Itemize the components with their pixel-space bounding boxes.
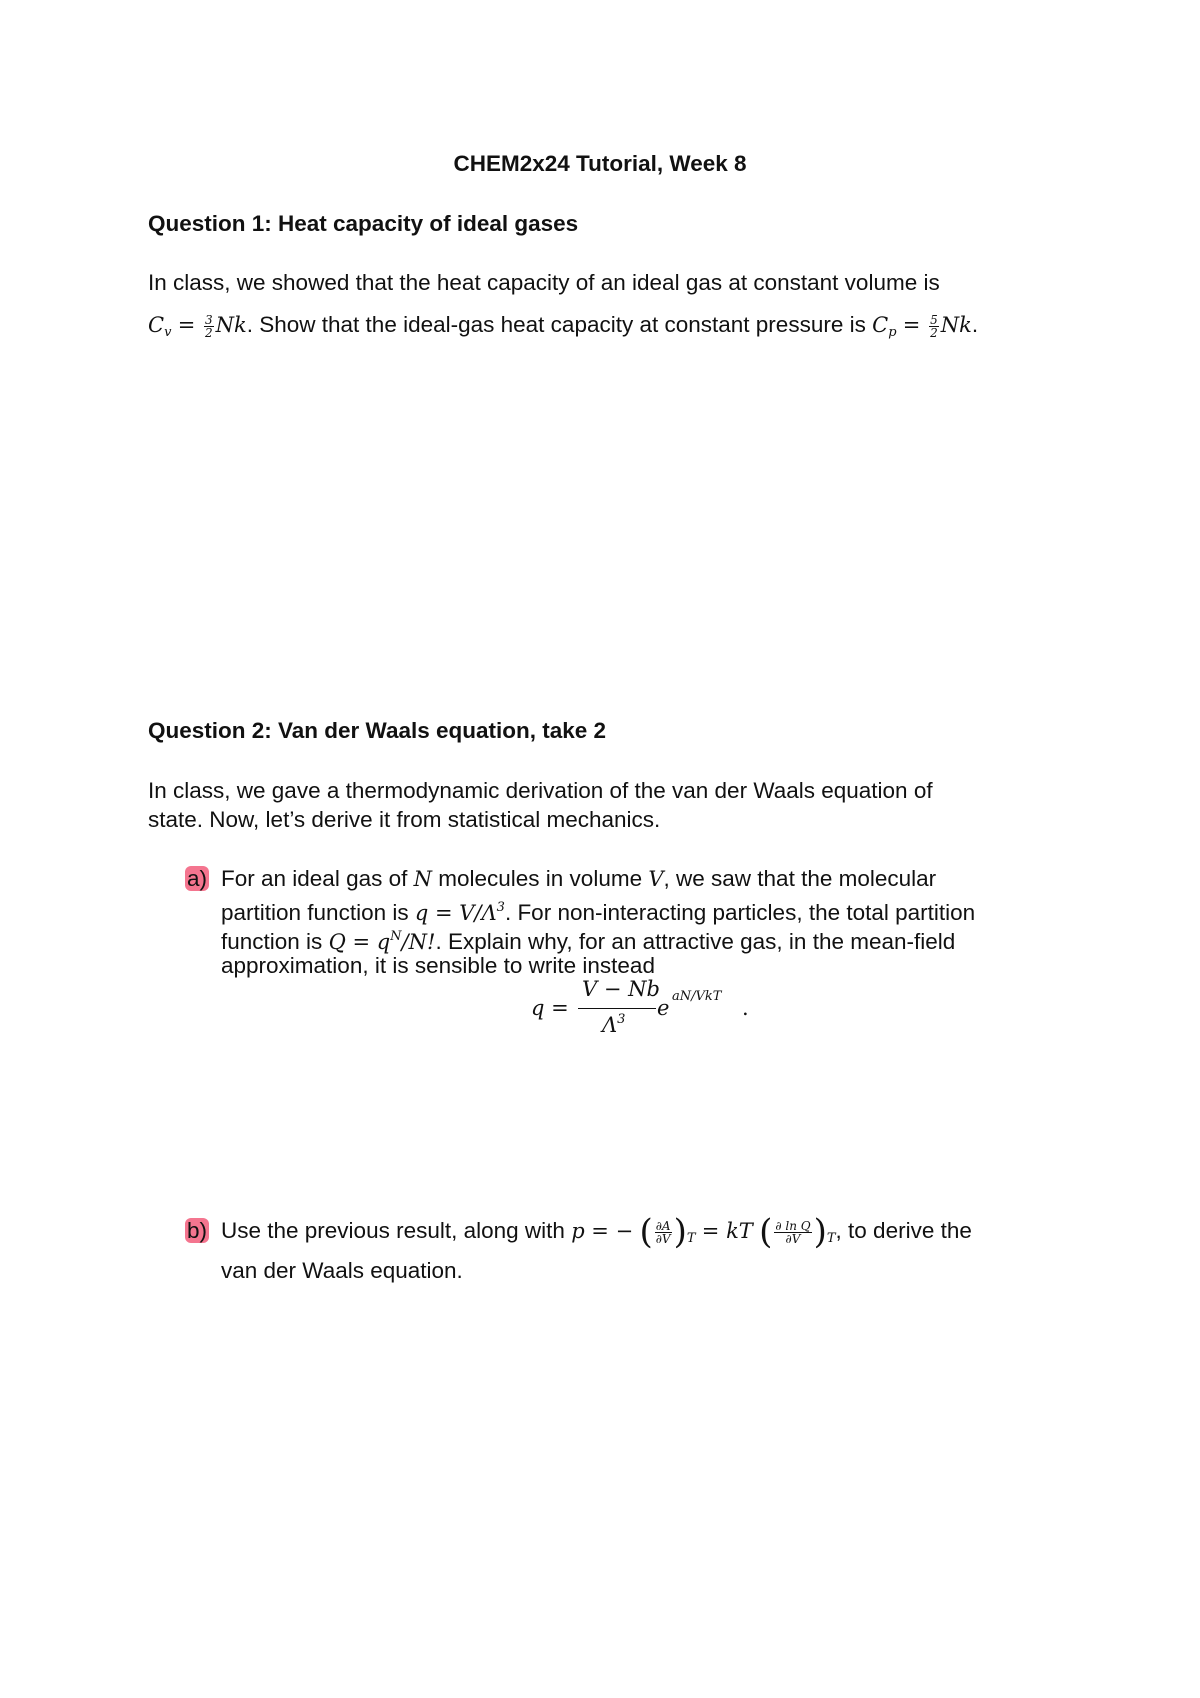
part-a-line-1: For an ideal gas of N molecules in volume V, we saw that the molecular <box>221 866 937 891</box>
equation-exponent: aN/VkT <box>672 989 722 1004</box>
cp-period: . <box>971 312 979 337</box>
cp-symbol: C <box>872 313 889 337</box>
part-a-label: a) <box>187 866 208 891</box>
part-a-line-2: partition function is $q = V/\Lambda^3$. For non-interacting particles, the total partition <box>221 900 976 925</box>
question-1-line-2-text: . Show that the ideal-gas heat capacity at constant pressure is <box>246 312 866 337</box>
dA-dV-fraction: $\frac{\partial A}{\partial V}$ <box>655 1218 671 1246</box>
question-2-intro-line-1: In class, we gave a thermodynamic derivation of the van der Waals equation of <box>148 778 933 803</box>
question-1-line-1: In class, we showed that the heat capacity of an ideal gas at constant volume is <box>148 270 940 295</box>
fraction-bar <box>578 1008 656 1009</box>
equation-denominator: $\Lambda^3$ <box>602 1012 626 1037</box>
part-b-line-1: Use the previous result, along with p = − ( $\frac{\partial A}{\partial V}$ )$_T$ = kT ( $\frac{\text{∂ ln Q}}{\partial V}$ )$_T$, to derive the <box>221 1212 972 1253</box>
dlnQ-dV-fraction: $\frac{\text{∂ ln Q}}{\partial V}$ <box>775 1218 811 1246</box>
question-1-heading: Question 1: Heat capacity of ideal gases <box>148 211 579 236</box>
part-a-line-4: approximation, it is sensible to write instead <box>221 953 655 978</box>
cv-subscript: v <box>164 325 172 340</box>
question-1-line-2: $C_v$ = $\frac{3}{2}$ Nk. Show that the ideal-gas heat capacity at constant pressure is $C_p$ = $\frac{5}{2}$ Nk. <box>148 312 979 340</box>
document-title: CHEM2x24 Tutorial, Week 8 <box>453 151 747 176</box>
document-page: CHEM2x24 Tutorial, Week 8 Question 1: Heat capacity of ideal gases In class, we showed that the heat capacity of an ideal gas at constant volume is $C_v$ = $\frac{3}{2}$ Nk. Show that the ideal-gas heat capacity at constant pressure is $C_p$ = $\frac{5}{2}$ Nk. Question 2: Van der Waals equation, take 2 In class, we gave a thermodynamic derivation of the van der Waals equation of state. Now, let’s derive it from statistical mechanics. a) For an ideal gas of N molecules in volume V, we saw that the molecular partition function is $q = V/\Lambda^3$. For non-interacting particles, the total partition function is $Q = q^N/N$!. Explain why, for an attractive gas, in the mean-field approximation, it is sensible to write instead q = V − Nb $\Lambda^3$ e aN/VkT . b) Use the previous result, along with p = − ( $\frac{\partial A}{\partial V}$ )$_T$ = kT ( $\frac{\text{∂ ln Q}}{\partial V}$ )$_T$, to derive the van der Waals equation. <box>0 0 1200 1698</box>
part-b-label: b) <box>187 1218 208 1243</box>
cv-fraction: $\frac{3}{2}$ <box>204 312 213 340</box>
question-2-heading: Question 2: Van der Waals equation, take 2 <box>148 718 607 743</box>
part-b-line-2: van der Waals equation. <box>221 1258 463 1283</box>
cv-symbol: C <box>148 313 165 337</box>
part-a-line-3: function is $Q = q^N/N$!. Explain why, for an attractive gas, in the mean-field <box>221 929 956 954</box>
question-2-intro-line-2: state. Now, let’s derive it from statistical mechanics. <box>148 807 661 832</box>
cp-nk: Nk <box>940 313 972 337</box>
cp-subscript: p <box>888 325 897 340</box>
equation-numerator: V − Nb <box>582 977 660 1001</box>
cp-fraction: $\frac{5}{2}$ <box>930 312 938 340</box>
cv-nk: Nk <box>215 313 247 337</box>
